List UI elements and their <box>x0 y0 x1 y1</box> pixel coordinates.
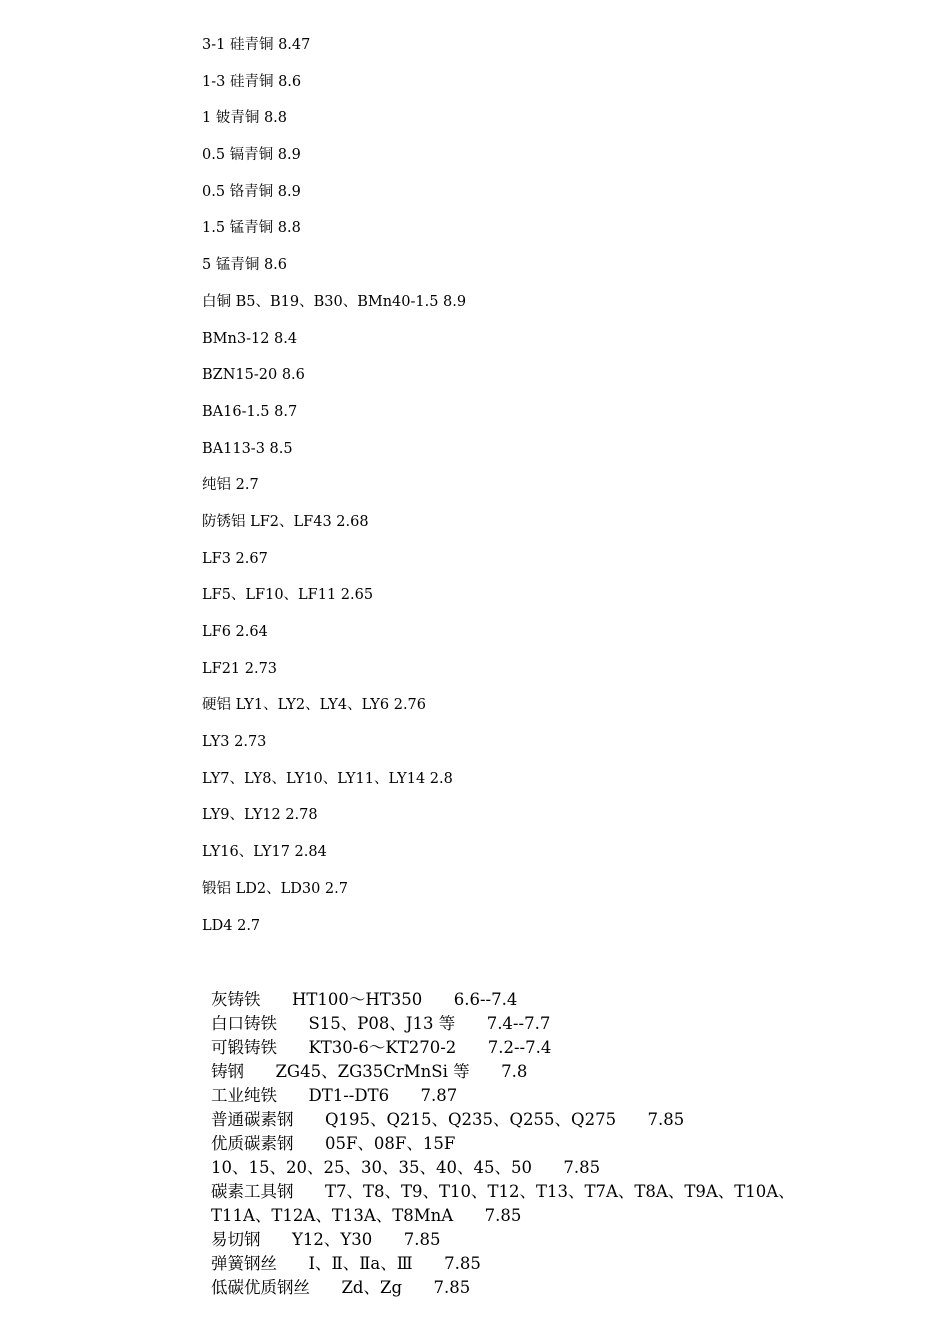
density-list-iron-steel <box>211 988 795 1300</box>
list-item: 0.5 铬青铜 8.9 <box>202 183 301 200</box>
list-item: 白口铸铁 S15、P08、J13 等 7.4--7.7 <box>211 1014 551 1033</box>
list-item: LY7、LY8、LY10、LY11、LY14 2.8 <box>202 770 453 787</box>
list-item: 锻铝 LD2、LD30 2.7 <box>202 880 348 897</box>
list-item: 防锈铝 LF2、LF43 2.68 <box>202 513 369 530</box>
list-item: 1-3 硅青铜 8.6 <box>202 73 302 90</box>
list-item: T11A、T12A、T13A、T8MnA 7.85 <box>211 1206 522 1225</box>
list-item: 碳素工具钢 T7、T8、T9、T10、T12、T13、T7A、T8A、T9A、T10A、 <box>211 1182 795 1201</box>
list-item: LF5、LF10、LF11 2.65 <box>202 587 374 604</box>
list-item: 工业纯铁 DT1--DT6 7.87 <box>211 1086 458 1105</box>
list-item: 可锻铸铁 KT30-6～KT270-2 7.2--7.4 <box>211 1038 552 1057</box>
list-item: 10、15、20、25、30、35、40、45、50 7.85 <box>211 1158 601 1177</box>
list-item: LF21 2.73 <box>202 660 278 677</box>
list-item: BA113-3 8.5 <box>202 440 293 457</box>
list-item: 3-1 硅青铜 8.47 <box>202 37 311 53</box>
list-item: LY9、LY12 2.78 <box>202 807 318 824</box>
list-item: 灰铸铁 HT100～HT350 6.6--7.4 <box>211 990 518 1009</box>
list-item: 普通碳素钢 Q195、Q215、Q235、Q255、Q275 7.85 <box>211 1110 685 1129</box>
list-item: BA16-1.5 8.7 <box>202 403 298 420</box>
list-item: LY16、LY17 2.84 <box>202 844 327 861</box>
list-item: BZN15-20 8.6 <box>202 367 305 384</box>
list-item: 硬铝 LY1、LY2、LY4、LY6 2.76 <box>202 697 426 714</box>
list-item: LD4 2.7 <box>202 917 261 934</box>
list-item: 低碳优质钢丝 Zd、Zg 7.85 <box>211 1278 471 1297</box>
list-item: 易切钢 Y12、Y30 7.85 <box>211 1230 441 1249</box>
list-item: 弹簧钢丝 Ⅰ、Ⅱ、Ⅱa、Ⅲ 7.85 <box>211 1254 481 1273</box>
list-item: LY3 2.73 <box>202 734 267 751</box>
list-item: 白铜 B5、B19、B30、BMn40-1.5 8.9 <box>202 293 467 310</box>
list-item: 5 锰青铜 8.6 <box>202 257 288 274</box>
list-item: LF3 2.67 <box>202 550 268 567</box>
list-item: 0.5 镉青铜 8.9 <box>202 147 301 164</box>
list-item: 1 铍青铜 8.8 <box>202 110 288 127</box>
list-item: 纯铝 2.7 <box>202 477 259 494</box>
list-item: BMn3-12 8.4 <box>202 330 298 347</box>
list-item: 优质碳素钢 05F、08F、15F <box>211 1134 456 1153</box>
list-item: 铸钢 ZG45、ZG35CrMnSi 等 7.8 <box>211 1062 528 1081</box>
list-item: LF6 2.64 <box>202 624 268 640</box>
density-list-copper-aluminum <box>202 35 466 952</box>
list-item: 1.5 锰青铜 8.8 <box>202 220 301 237</box>
